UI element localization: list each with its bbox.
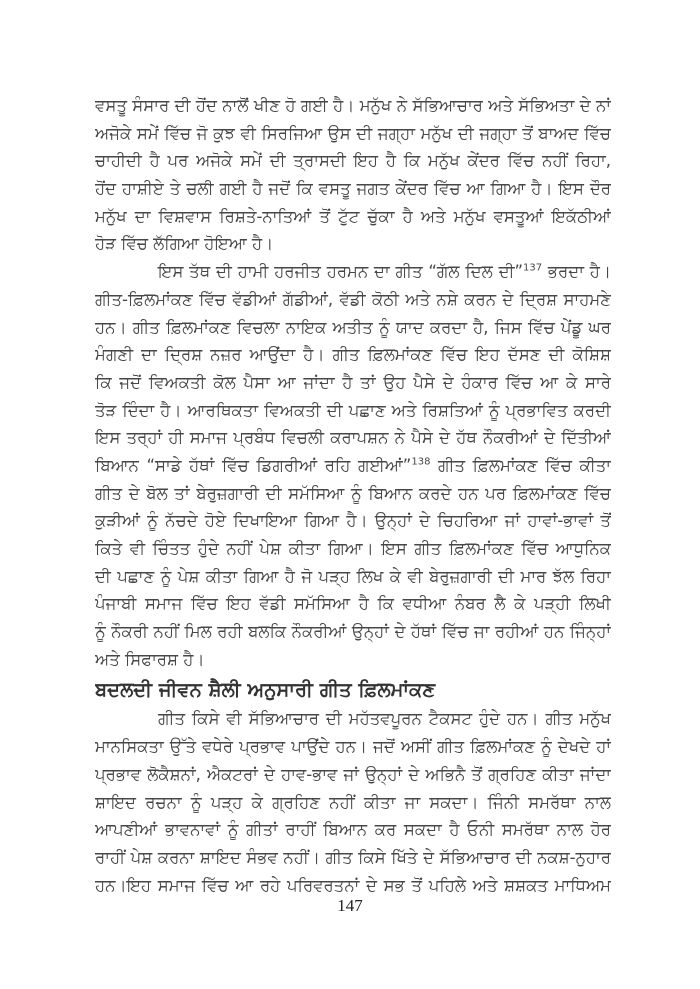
text-line: ਅਜੋਕੇ ਸਮੇਂ ਵਿੱਚ ਜੋ ਕੁਝ ਵੀ ਸਿਰਜਿਆ ਉਸ ਦੀ ਜਗ੍ਹਾ ਮਨੁੱਖ ਦੀ ਜਗ੍ਹਾ ਤੋਂ ਬਾਅਦ ਵਿੱਚ bbox=[95, 123, 611, 143]
text-line: ਰਾਹੀਂ ਪੇਸ਼ ਕਰਨਾ ਸ਼ਾਇਦ ਸੰਭਵ ਨਹੀਂ। ਗੀਤ ਕਿਸੇ ਖਿੱਤੇ ਦੇ ਸੱਭਿਆਚਾਰ ਦੀ ਨਕਸ਼-ਨੁਹਾਰ bbox=[95, 847, 611, 867]
text-line: ਮਾਨਸਿਕਤਾ ਉੱਤੇ ਵਧੇਰੇ ਪ੍ਰਭਾਵ ਪਾਉਂਦੇ ਹਨ। ਜਦੋਂ ਅਸੀਂ ਗੀਤ ਫ਼ਿਲਮਾਂਕਣ ਨੂੰ ਦੇਖਦੇ ਹਾਂ bbox=[95, 737, 611, 757]
text-line: ਗੀਤ ਦੇ ਬੋਲ ਤਾਂ ਬੇਰੁਜ਼ਗਾਰੀ ਦੀ ਸਮੱਸਿਆ ਨੂੰ ਬਿਆਨ ਕਰਦੇ ਹਨ ਪਰ ਫ਼ਿਲਮਾਂਕਣ ਵਿੱਚ bbox=[95, 483, 611, 503]
text-line: ਮੰਗਣੀ ਦਾ ਦ੍ਰਿਸ਼ ਨਜ਼ਰ ਆਉਂਦਾ ਹੈ। ਗੀਤ ਫ਼ਿਲਮਾਂਕਣ ਵਿੱਚ ਇਹ ਦੱਸਣ ਦੀ ਕੋਸ਼ਿਸ਼ bbox=[95, 345, 611, 365]
text-line: ਆਪਣੀਆਂ ਭਾਵਨਾਵਾਂ ਨੂੰ ਗੀਤਾਂ ਰਾਹੀਂ ਬਿਆਨ ਕਰ ਸਕਦਾ ਹੈ ਓਨੀ ਸਮਰੱਥਾ ਨਾਲ ਹੋਰ bbox=[95, 820, 611, 840]
text-line: ਗੀਤ-ਫ਼ਿਲਮਾਂਕਣ ਵਿੱਚ ਵੱਡੀਆਂ ਗੱਡੀਆਂ, ਵੱਡੀ ਕੋਠੀ ਅਤੇ ਨਸ਼ੇ ਕਰਨ ਦੇ ਦ੍ਰਿਸ਼ ਸਾਹਮਣੇ bbox=[95, 289, 611, 309]
section-heading: ਬਦਲਦੀ ਜੀਵਨ ਸ਼ੈਲੀ ਅਨੁਸਾਰੀ ਗੀਤ ਫ਼ਿਲਮਾਂਕਣ bbox=[95, 678, 436, 702]
text-line: ਇਸ ਤਰ੍ਹਾਂ ਹੀ ਸਮਾਜ ਪ੍ਰਬੰਧ ਵਿਚਲੀ ਕਰਾਪਸ਼ਨ ਨੇ ਪੈਸੇ ਦੇ ਹੱਥ ਨੌਕਰੀਆਂ ਦੇ ਦਿੱਤੀਆਂ bbox=[95, 428, 611, 448]
text-line: ਹੋੜ ਵਿੱਚ ਲੱਗਿਆ ਹੋਇਆ ਹੈ। bbox=[95, 234, 274, 254]
text-segment: ਭਰਦਾ ਹੈ। bbox=[547, 262, 611, 282]
page-number: 147 bbox=[337, 896, 363, 915]
text-line: ਕਿਤੇ ਵੀ ਚਿੰਤਤ ਹੁੰਦੇ ਨਹੀਂ ਪੇਸ਼ ਕੀਤਾ ਗਿਆ। ਇਸ ਗੀਤ ਫ਼ਿਲਮਾਂਕਣ ਵਿੱਚ ਆਧੁਨਿਕ bbox=[95, 539, 611, 558]
text-line bbox=[95, 452, 611, 480]
text-segment: ਗੀਤ ਫ਼ਿਲਮਾਂਕਣ ਵਿੱਚ ਕੀਤਾ bbox=[438, 455, 611, 475]
footnote-ref: 137 bbox=[523, 262, 543, 274]
text-line: ਹਨ।ਇਹ ਸਮਾਜ ਵਿੱਚ ਆ ਰਹੇ ਪਰਿਵਰਤਨਾਂ ਦੇ ਸਭ ਤੋਂ ਪਹਿਲੇ ਅਤੇ ਸ਼ਸ਼ਕਤ ਮਾਧਿਅਮ bbox=[95, 875, 611, 895]
text-line bbox=[95, 258, 611, 286]
text-line: ਸ਼ਾਇਦ ਰਚਨਾ ਨੂੰ ਪੜ੍ਹ ਕੇ ਗ੍ਰਹਿਣ ਨਹੀਂ ਕੀਤਾ ਜਾ ਸਕਦਾ। ਜਿੰਨੀ ਸਮਰੱਥਾ ਨਾਲ bbox=[95, 792, 611, 812]
text-line: ਦੀ ਪਛਾਣ ਨੂੰ ਪੇਸ਼ ਕੀਤਾ ਗਿਆ ਹੈ ਜੋ ਪੜ੍ਹ ਲਿਖ ਕੇ ਵੀ ਬੇਰੁਜ਼ਗਾਰੀ ਦੀ ਮਾਰ ਝੱਲ ਰਿਹਾ bbox=[95, 566, 611, 586]
text-line: ਗੀਤ ਕਿਸੇ ਵੀ ਸੱਭਿਆਚਾਰ ਦੀ ਮਹੱਤਵਪੂਰਨ ਟੈਕਸਟ ਹੁੰਦੇ ਹਨ। ਗੀਤ ਮਨੁੱਖ bbox=[158, 709, 611, 729]
text-line: ਅਤੇ ਸਿਫਾਰਸ਼ ਹੈ। bbox=[95, 649, 205, 669]
quote-text: ਬਿਆਨ “ਸਾਡੇ ਹੱਥਾਂ ਵਿੱਚ ਡਿਗਰੀਆਂ ਰਹਿ ਗਈਆਂ” bbox=[95, 455, 412, 475]
page-body bbox=[95, 92, 611, 899]
text-line: ਪ੍ਰਭਾਵ ਲੋਕੈਸ਼ਨਾਂ, ਐਕਟਰਾਂ ਦੇ ਹਾਵ-ਭਾਵ ਜਾਂ ਉਨ੍ਹਾਂ ਦੇ ਅਭਿਨੈ ਤੋਂ ਗ੍ਰਹਿਣ ਕੀਤਾ ਜਾਂਦਾ bbox=[95, 764, 611, 784]
text-line: ਕੁੜੀਆਂ ਨੂੰ ਨੱਚਦੇ ਹੋਏ ਦਿਖਾਇਆ ਗਿਆ ਹੈ। ਉਨ੍ਹਾਂ ਦੇ ਚਿਹਰਿਆ ਜਾਂ ਹਾਵਾਂ-ਭਾਵਾਂ ਤੋਂ bbox=[95, 511, 611, 531]
text-line: ਚਾਹੀਦੀ ਹੈ ਪਰ ਅਜੋਕੇ ਸਮੇਂ ਦੀ ਤ੍ਰਾਸਦੀ ਇਹ ਹੈ ਕਿ ਮਨੁੱਖ ਕੇਂਦਰ ਵਿੱਚ ਨਹੀਂ ਰਿਹਾ, bbox=[95, 151, 611, 171]
footnote-ref: 138 bbox=[411, 456, 431, 468]
text-line: ਤੋੜ ਦਿੰਦਾ ਹੈ। ਆਰਥਿਕਤਾ ਵਿਅਕਤੀ ਦੀ ਪਛਾਣ ਅਤੇ ਰਿਸ਼ਤਿਆਂ ਨੂੰ ਪ੍ਰਭਾਵਿਤ ਕਰਦੀ bbox=[95, 400, 611, 420]
text-line: ਪੰਜਾਬੀ ਸਮਾਜ ਵਿੱਚ ਇਹ ਵੱਡੀ ਸਮੱਸਿਆ ਹੈ ਕਿ ਵਧੀਆ ਨੰਬਰ ਲੈ ਕੇ ਪੜ੍ਹੀ ਲਿਖੀ bbox=[95, 594, 611, 614]
text-line: ਹੋਂਦ ਹਾਸ਼ੀਏ ਤੇ ਚਲੀ ਗਈ ਹੈ ਜਦੋਂ ਕਿ ਵਸਤੂ ਜਗਤ ਕੇਂਦਰ ਵਿੱਚ ਆ ਗਿਆ ਹੈ। ਇਸ ਦੌਰ bbox=[95, 179, 611, 199]
text-line: ਨੂੰ ਨੌਕਰੀ ਨਹੀਂ ਮਿਲ ਰਹੀ ਬਲਕਿ ਨੌਕਰੀਆਂ ਉਨ੍ਹਾਂ ਦੇ ਹੱਥਾਂ ਵਿੱਚ ਜਾ ਰਹੀਆਂ ਹਨ ਜਿੰਨ੍ਹਾਂ bbox=[95, 622, 611, 642]
text-line: ਵਸਤੂ ਸੰਸਾਰ ਦੀ ਹੋਂਦ ਨਾਲੋਂ ਖੀਣ ਹੋ ਗਈ ਹੈ। ਮਨੁੱਖ ਨੇ ਸੱਭਿਆਚਾਰ ਅਤੇ ਸੱਭਿਅਤਾ ਦੇ ਨਾਂ bbox=[95, 96, 611, 115]
text-line: ਹਨ। ਗੀਤ ਫ਼ਿਲਮਾਂਕਣ ਵਿਚਲਾ ਨਾਇਕ ਅਤੀਤ ਨੂੰ ਯਾਦ ਕਰਦਾ ਹੈ, ਜਿਸ ਵਿੱਚ ਪੇਂਡੂ ਘਰ bbox=[95, 317, 611, 337]
text-line: ਕਿ ਜਦੋਂ ਵਿਅਕਤੀ ਕੋਲ ਪੈਸਾ ਆ ਜਾਂਦਾ ਹੈ ਤਾਂ ਉਹ ਪੈਸੇ ਦੇ ਹੰਕਾਰ ਵਿੱਚ ਆ ਕੇ ਸਾਰੇ bbox=[95, 372, 611, 392]
text-line: ਮਨੁੱਖ ਦਾ ਵਿਸ਼ਵਾਸ ਰਿਸ਼ਤੇ-ਨਾਤਿਆਂ ਤੋਂ ਟੁੱਟ ਚੁੱਕਾ ਹੈ ਅਤੇ ਮਨੁੱਖ ਵਸਤੂਆਂ ਇਕੱਠੀਆਂ bbox=[95, 206, 611, 226]
quote-text: ਇਸ ਤੱਥ ਦੀ ਹਾਮੀ ਹਰਜੀਤ ਹਰਮਨ ਦਾ ਗੀਤ “ਗੱਲ ਦਿਲ ਦੀ” bbox=[158, 262, 524, 282]
